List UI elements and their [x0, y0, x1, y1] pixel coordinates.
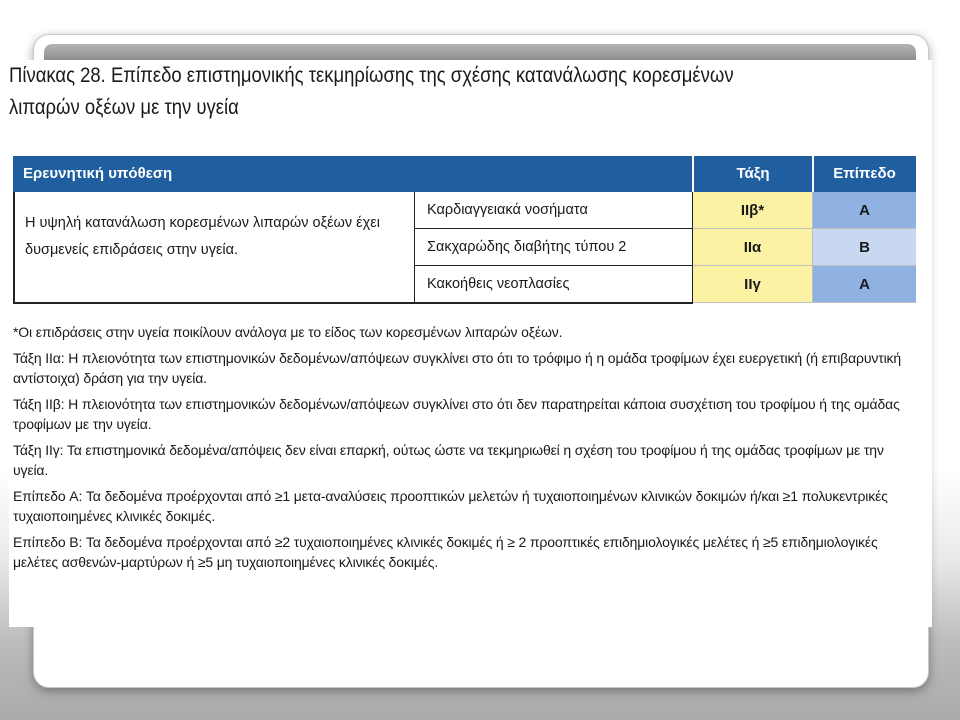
table-header [13, 156, 916, 192]
note-epipedo-A: Επίπεδο A: Τα δεδομένα προέρχονται από ≥1 μετα-αναλύσεις προοπτικών μελετών ή τυχαιοποιημένων κλινικών δοκιμών ή/και ≥1 πολυκεντρικές τυχαιοποιημένες κλινικές δοκιμές. [13, 488, 888, 524]
slide-header-bar [44, 44, 916, 60]
epipedo-cell: A [813, 266, 916, 303]
epipedo-cell: B [813, 229, 916, 266]
note-epipedo-B: Επίπεδο B: Τα δεδομένα προέρχονται από ≥2 τυχαιοποιημένες κλινικές δοκιμές ή ≥ 2 προοπτικές επιδημιολογικές μελέτες ή ≥5 επιδημιολογικές μελέτες ασθενών-μαρτύρων ή ≥5 μη τυχαιοποιημένες κλινικές δοκιμές. [13, 534, 878, 570]
epipedo-cell: A [813, 192, 916, 229]
table-title: Πίνακας 28. Επίπεδο επιστημονικής τεκμηρίωσης της σχέσης κατανάλωσης κορεσμένων λιπαρών οξέων με την υγεία [9, 64, 734, 119]
hypothesis-cell: Η υψηλή κατανάλωση κορεσμένων λιπαρών οξέων έχει δυσμενείς επιδράσεις στην υγεία. [13, 192, 415, 304]
note-taxi-IIa: Τάξη IIα: Η πλειονότητα των επιστημονικών δεδομένων/απόψεων συγκλίνει στο ότι το τρόφιμο ή η ομάδα τροφίμων έχει ευεργετική (ή επιβαρυντική αντίστοιχα) δράση για την υγεία. [13, 350, 902, 386]
taxi-cell: IIβ* [693, 192, 813, 229]
document-image [9, 60, 932, 627]
header-epipedo: Επίπεδο [833, 165, 896, 182]
note-taxi-IIc: Τάξη IIγ: Τα επιστημονικά δεδομένα/απόψεις δεν είναι επαρκή, ούτως ώστε να τεκμηριωθεί η σχέση του τροφίμου ή της ομάδας τροφίμων με την υγεία. [13, 442, 884, 478]
header-hypothesis: Ερευνητική υπόθεση [23, 165, 173, 182]
taxi-cell: IIγ [693, 266, 813, 303]
taxi-cell: IIα [693, 229, 813, 266]
condition-cell: Σακχαρώδης διαβήτης τύπου 2 [415, 229, 693, 266]
header-taxi: Τάξη [736, 165, 770, 182]
note-taxi-IIb: Τάξη IIβ: Η πλειονότητα των επιστημονικών δεδομένων/απόψεων συγκλίνει στο ότι δεν παρατηρείται κάποια συσχέτιση του τροφίμου ή της ομάδας τροφίμων με την υγεία. [13, 396, 900, 432]
evidence-table [13, 156, 916, 304]
table-notes [13, 322, 918, 578]
table-body [13, 192, 916, 304]
condition-cell: Καρδιαγγειακά νοσήματα [415, 192, 693, 229]
condition-cell: Κακοήθεις νεοπλασίες [415, 266, 693, 304]
footnote-asterisk: *Οι επιδράσεις στην υγεία ποικίλουν ανάλογα με το είδος των κορεσμένων λιπαρών οξέων. [13, 324, 563, 340]
